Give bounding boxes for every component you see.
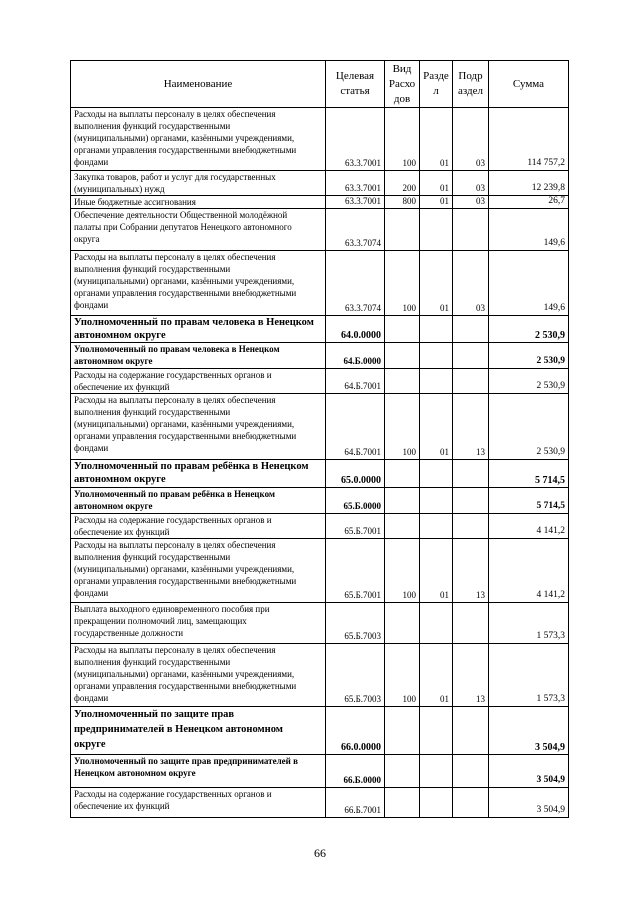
row-name-line: (муниципальными) органами, казёнными учреждениями, (74, 419, 295, 429)
target-article-cell: 65.0.0000 (326, 460, 385, 488)
sum-cell: 1 573,3 (489, 603, 569, 644)
row-name-line: выполнения функций государственными (74, 121, 231, 131)
row-name-line: фондами (74, 443, 109, 453)
sum-cell: 2 530,9 (489, 343, 569, 369)
section-cell (420, 788, 453, 818)
subsection-cell: 03 (453, 196, 489, 209)
subsection-cell (453, 343, 489, 369)
section-cell (420, 603, 453, 644)
target-article-cell: 64.0.0000 (326, 316, 385, 343)
section-cell (420, 369, 453, 394)
row-name-line: выполнения функций государственными (74, 264, 231, 274)
section-cell: 01 (420, 196, 453, 209)
header-subsection (453, 61, 489, 108)
table-row (71, 108, 569, 171)
expense-type-cell: 100 (385, 394, 420, 460)
row-name (71, 707, 326, 755)
sum-cell: 3 504,9 (489, 755, 569, 788)
row-name-line: Расходы на содержание государственных органов и (74, 370, 272, 380)
section-cell: 01 (420, 171, 453, 196)
table-row (71, 514, 569, 539)
row-name-line: Уполномоченный по правам человека в Ненецком (74, 317, 314, 328)
target-article-cell: 66.Б.7001 (326, 788, 385, 818)
subsection-cell: 03 (453, 108, 489, 171)
row-name (71, 316, 326, 343)
table-row (71, 171, 569, 196)
table-row (71, 369, 569, 394)
table-row (71, 209, 569, 251)
header-section-line: л (433, 85, 439, 97)
expense-type-cell: 200 (385, 171, 420, 196)
row-name-line: выполнения функций государственными (74, 552, 231, 562)
subsection-cell (453, 488, 489, 514)
target-article-cell: 65.Б.0000 (326, 488, 385, 514)
row-name-line: выполнения функций государственными (74, 407, 231, 417)
row-name-line: Уполномоченный по защите прав предпринимателей в (74, 756, 298, 766)
row-name-line: Закупка товаров, работ и услуг для государственных (74, 172, 276, 182)
row-name-line: обеспечение их функций (74, 527, 170, 537)
section-cell (420, 514, 453, 539)
row-name-line: автономном округе (74, 474, 166, 485)
sum-cell: 3 504,9 (489, 788, 569, 818)
subsection-cell: 13 (453, 394, 489, 460)
section-cell: 01 (420, 644, 453, 707)
row-name-line: Расходы на выплаты персоналу в целях обеспечения (74, 252, 276, 262)
target-article-cell: 65.Б.7003 (326, 644, 385, 707)
header-name (71, 61, 326, 108)
row-name-line: фондами (74, 157, 109, 167)
section-cell (420, 316, 453, 343)
sum-cell: 4 141,2 (489, 539, 569, 603)
table-row (71, 539, 569, 603)
target-article-cell: 63.3.7001 (326, 171, 385, 196)
row-name-line: (муниципальными) органами, казёнными учреждениями, (74, 669, 295, 679)
section-cell: 01 (420, 108, 453, 171)
row-name (71, 394, 326, 460)
row-name-line: округа (74, 234, 100, 244)
row-name-line: органами управления государственными внебюджетными (74, 576, 297, 586)
section-cell (420, 755, 453, 788)
target-article-cell: 65.Б.7001 (326, 514, 385, 539)
expense-type-cell (385, 755, 420, 788)
row-name (71, 539, 326, 603)
target-article-cell: 64.Б.0000 (326, 343, 385, 369)
table-row-subtotal (71, 488, 569, 514)
expense-type-cell (385, 316, 420, 343)
header-target-article-line: статья (340, 85, 370, 97)
row-name (71, 460, 326, 488)
row-name-line: автономном округе (74, 356, 153, 366)
row-name-line: Расходы на содержание государственных органов и (74, 515, 272, 525)
subsection-cell: 13 (453, 644, 489, 707)
row-name-line: государственные должности (74, 628, 184, 638)
row-name (71, 369, 326, 394)
row-name-line: выполнения функций государственными (74, 657, 231, 667)
target-article-cell: 64.Б.7001 (326, 394, 385, 460)
row-name-line: прекращении полномочий лиц, замещающих (74, 616, 247, 626)
header-target-article (326, 61, 385, 108)
sum-cell: 2 530,9 (489, 369, 569, 394)
subsection-cell (453, 369, 489, 394)
section-cell: 01 (420, 251, 453, 316)
row-name (71, 488, 326, 514)
expense-type-cell (385, 343, 420, 369)
sum-cell: 114 757,2 (489, 108, 569, 171)
row-name-line: Расходы на содержание государственных органов и (74, 789, 272, 799)
row-name-line: Расходы на выплаты персоналу в целях обеспечения (74, 645, 276, 655)
subsection-cell (453, 707, 489, 755)
sum-cell: 5 714,5 (489, 460, 569, 488)
section-cell (420, 460, 453, 488)
sum-cell: 12 239,8 (489, 171, 569, 196)
target-article-cell: 65.Б.7003 (326, 603, 385, 644)
section-cell (420, 209, 453, 251)
section-cell: 01 (420, 394, 453, 460)
row-name-line: органами управления государственными внебюджетными (74, 288, 297, 298)
row-name (71, 755, 326, 788)
row-name-line: органами управления государственными внебюджетными (74, 681, 297, 691)
subsection-cell (453, 460, 489, 488)
target-article-cell: 64.Б.7001 (326, 369, 385, 394)
page-number: 66 (314, 846, 326, 860)
header-expense-type-line: дов (393, 92, 411, 105)
expense-type-cell (385, 460, 420, 488)
subsection-cell (453, 755, 489, 788)
table-row (71, 394, 569, 460)
header-name-line: Наименование (163, 77, 233, 90)
sum-cell: 3 504,9 (489, 707, 569, 755)
row-name-line: фондами (74, 693, 109, 703)
subsection-cell (453, 788, 489, 818)
row-name-line: Уполномоченный по правам ребёнка в Ненецком (74, 489, 276, 499)
expense-type-cell (385, 707, 420, 755)
expense-type-cell (385, 488, 420, 514)
budget-table (70, 60, 569, 818)
expense-type-cell: 100 (385, 108, 420, 171)
section-cell: 01 (420, 539, 453, 603)
row-name-line: обеспечение их функций (74, 382, 170, 392)
row-name-line: органами управления государственными внебюджетными (74, 145, 297, 155)
row-name (71, 108, 326, 171)
expense-type-cell (385, 369, 420, 394)
row-name (71, 251, 326, 316)
header-target-article-line: Целевая (335, 70, 375, 82)
row-name (71, 196, 326, 209)
section-cell (420, 707, 453, 755)
row-name-line: (муниципальных) нужд (74, 184, 165, 194)
header-sum (489, 61, 569, 108)
target-article-cell: 63.3.7074 (326, 209, 385, 251)
row-name-line: предпринимателей в Ненецком автономном (74, 724, 283, 735)
header-subsection-line: Подр (458, 70, 483, 82)
row-name-line: Уполномоченный по правам человека в Ненецком (74, 344, 280, 354)
subsection-cell: 13 (453, 539, 489, 603)
sum-cell: 2 530,9 (489, 394, 569, 460)
subsection-cell (453, 514, 489, 539)
section-cell (420, 488, 453, 514)
row-name-line: (муниципальными) органами, казёнными учреждениями, (74, 276, 295, 286)
table-row-subtotal (71, 343, 569, 369)
table-row (71, 603, 569, 644)
row-name-line: автономном округе (74, 330, 166, 341)
expense-type-cell (385, 209, 420, 251)
header-row (71, 61, 569, 108)
header-sum-line: Сумма (512, 77, 545, 90)
expense-type-cell: 100 (385, 644, 420, 707)
table-row-subtotal (71, 755, 569, 788)
expense-type-cell: 100 (385, 539, 420, 603)
sum-cell: 149,6 (489, 251, 569, 316)
table-row-section-total (71, 460, 569, 488)
subsection-cell: 03 (453, 251, 489, 316)
row-name (71, 514, 326, 539)
row-name (71, 209, 326, 251)
sum-cell: 5 714,5 (489, 488, 569, 514)
row-name-line: Уполномоченный по правам ребёнка в Ненецком (74, 461, 309, 472)
expense-type-cell (385, 788, 420, 818)
row-name-line: Иные бюджетные ассигнования (74, 197, 196, 207)
expense-type-cell (385, 603, 420, 644)
row-name-line: Ненецком автономном округе (74, 768, 196, 778)
row-name-line: Уполномоченный по защите прав (74, 709, 235, 720)
row-name-line: палаты при Собрании депутатов Ненецкого автономного (74, 222, 292, 232)
row-name-line: Расходы на выплаты персоналу в целях обеспечения (74, 395, 276, 405)
header-expense-type-line: Расхо (388, 77, 416, 90)
row-name-line: (муниципальными) органами, казёнными учреждениями, (74, 564, 295, 574)
row-name-line: округе (74, 739, 106, 750)
table-row-section-total (71, 316, 569, 343)
row-name (71, 644, 326, 707)
row-name-line: фондами (74, 300, 109, 310)
table-row (71, 788, 569, 818)
row-name-line: Расходы на выплаты персоналу в целях обеспечения (74, 109, 276, 119)
table-row (71, 644, 569, 707)
table-row (71, 196, 569, 209)
section-cell (420, 343, 453, 369)
sum-cell: 1 573,3 (489, 644, 569, 707)
sum-cell: 26,7 (489, 196, 569, 209)
expense-type-cell (385, 514, 420, 539)
target-article-cell: 66.0.0000 (326, 707, 385, 755)
header-section (420, 61, 453, 108)
target-article-cell: 63.3.7001 (326, 108, 385, 171)
expense-type-cell: 800 (385, 196, 420, 209)
table-row (71, 251, 569, 316)
row-name-line: обеспечение их функций (74, 801, 170, 811)
target-article-cell: 65.Б.7001 (326, 539, 385, 603)
subsection-cell (453, 209, 489, 251)
row-name-line: автономном округе (74, 501, 153, 511)
sum-cell: 149,6 (489, 209, 569, 251)
target-article-cell: 66.Б.0000 (326, 755, 385, 788)
subsection-cell: 03 (453, 171, 489, 196)
sum-cell: 2 530,9 (489, 316, 569, 343)
expense-type-cell: 100 (385, 251, 420, 316)
header-expense-type-line: Вид (392, 62, 412, 75)
target-article-cell: 63.3.7001 (326, 196, 385, 209)
row-name-line: Обеспечение деятельности Общественной молодёжной (74, 210, 288, 220)
header-section-line: Разде (423, 70, 449, 82)
row-name-line: (муниципальными) органами, казёнными учреждениями, (74, 133, 295, 143)
header-expense-type (385, 61, 420, 108)
row-name-line: Выплата выходного единовременного пособия при (74, 604, 270, 614)
subsection-cell (453, 316, 489, 343)
row-name (71, 343, 326, 369)
budget-table-container (70, 60, 568, 818)
subsection-cell (453, 603, 489, 644)
row-name (71, 171, 326, 196)
row-name-line: фондами (74, 588, 109, 598)
row-name (71, 788, 326, 818)
sum-cell: 4 141,2 (489, 514, 569, 539)
table-row-section-total (71, 707, 569, 755)
row-name-line: органами управления государственными внебюджетными (74, 431, 297, 441)
row-name (71, 603, 326, 644)
row-name-line: Расходы на выплаты персоналу в целях обеспечения (74, 540, 276, 550)
header-subsection-line: аздел (458, 85, 483, 97)
target-article-cell: 63.3.7074 (326, 251, 385, 316)
